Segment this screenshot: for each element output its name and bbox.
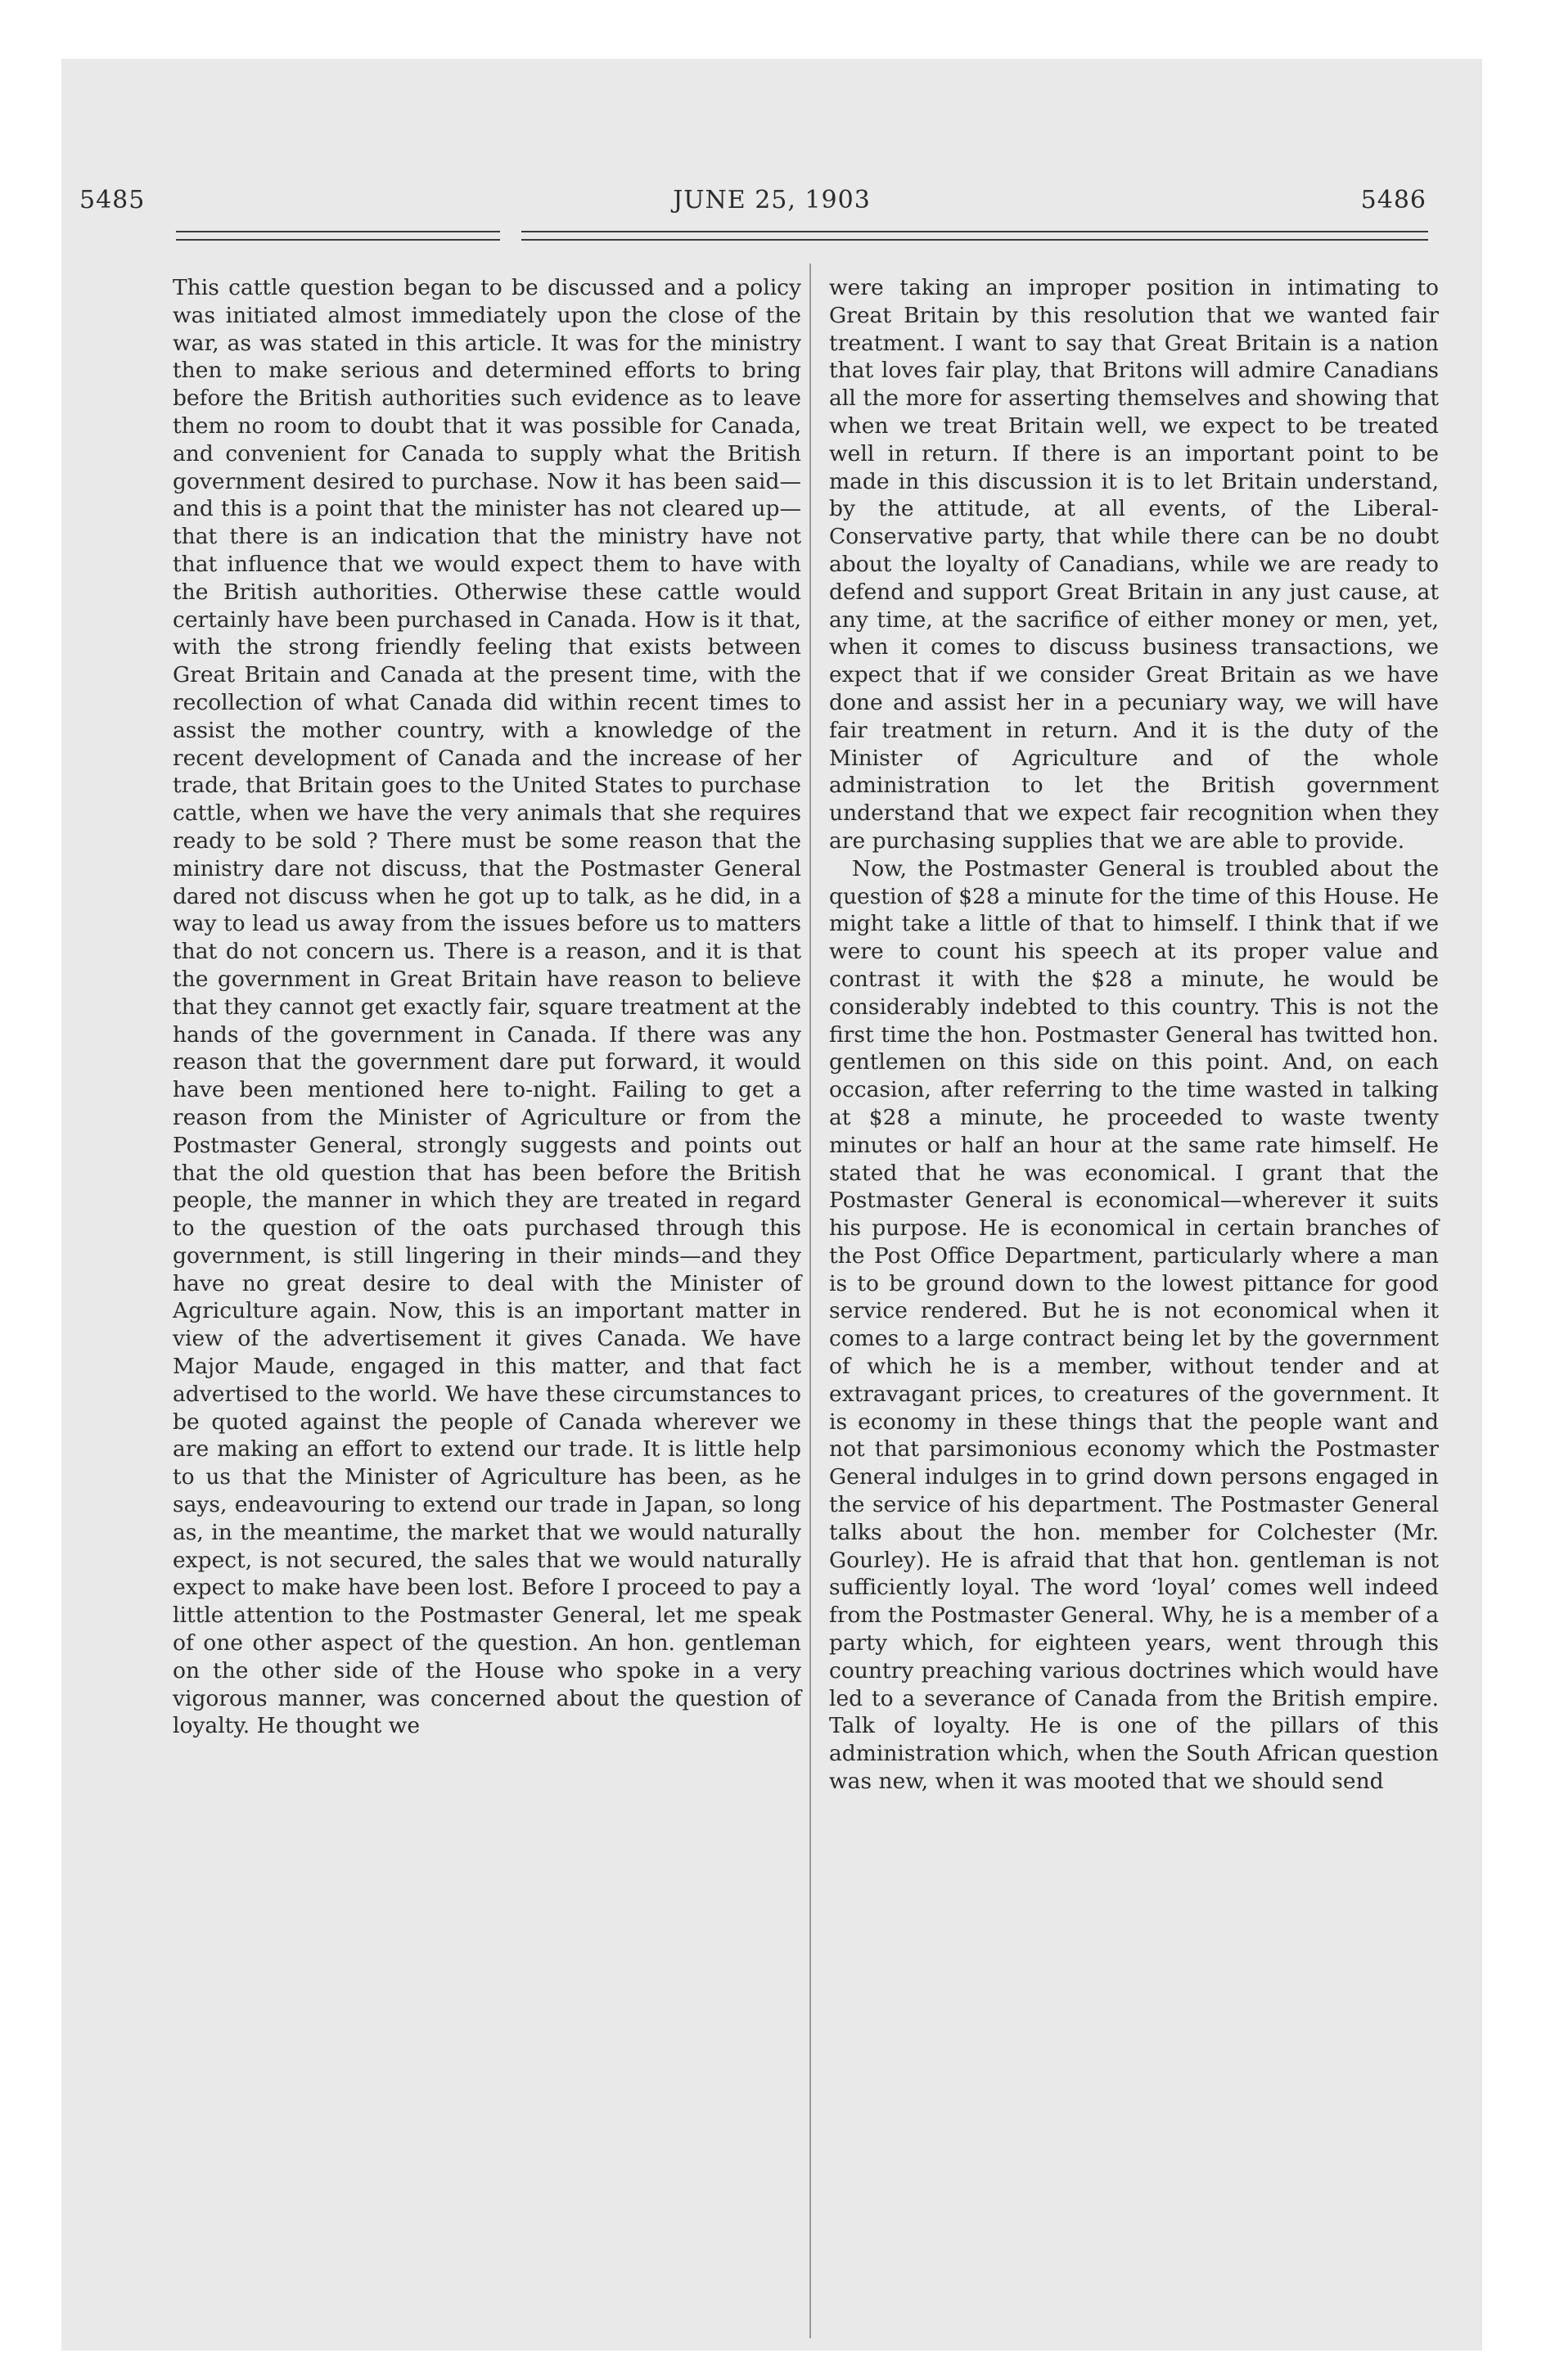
page-header (61, 186, 1482, 235)
right-column (829, 274, 1439, 1796)
header-rule-right (521, 231, 1428, 241)
right-paragraph-2: Now, the Postmaster General is troubled about the question of $28 a minute for the time of this House. He might take a little of that to himself. I think that if we were to count his speech at its proper value and contrast it with the $28 a minute, he would be considerably indebted to this country. This is not the first time the hon. Postmaster General has twitted hon. gentlemen on this side on this point. And, on each occasion, after referring to the time wasted in talking at $28 a minute, he proceeded to waste twenty minutes or half an hour at the same rate himself. He stated that he was economical. I grant that the Postmaster General is economical—wherever it suits his purpose. He is economical in certain branches of the Post Office Department, particularly where a man is to be ground down to the lowest pittance for good service rendered. But he is not economical when it comes to a large contract being let by the government of which he is a member, without tender and at extravagant prices, to creatures of the government. It is economy in these things that the people want and not that parsimonious economy which the Postmaster General indulges in to grind down persons engaged in the service of his department. The Postmaster General talks about the hon. member for Colchester (Mr. Gourley). He is afraid that that hon. gentleman is not sufficiently loyal. The word ‘loyal’ comes well indeed from the Postmaster General. Why, he is a member of a party which, for eighteen years, went through this country preaching various doctrines which would have led to a severance of Canada from the British empire. Talk of loyalty. He is one of the pillars of this administration which, when the South African question was new, when it was mooted that we should send (829, 855, 1439, 1795)
column-divider (809, 264, 811, 2338)
right-paragraph-1: were taking an improper position in intimating to Great Britain by this resolution that we wanted fair treatment. I want to say that Great Britain is a nation that loves fair play, that Britons will admire Canadians all the more for asserting themselves and showing that when we treat Britain well, we expect to be treated well in return. If there is an important point to be made in this discussion it is to let Britain understand, by the attitude, at all events, of the Liberal-Conservative party, that while there can be no doubt about the loyalty of Canadians, while we are ready to defend and support Great Britain in any just cause, at any time, at the sacrifice of either money or men, yet, when it comes to discuss business transactions, we expect that if we consider Great Britain as we have done and assist her in a pecuniary way, we will have fair treatment in return. And it is the duty of the Minister of Agriculture and of the whole administration to let the British government understand that we expect fair recognition when they are purchasing supplies that we are able to provide. (829, 275, 1439, 854)
left-paragraph-1: This cattle question began to be discussed and a policy was initiated almost immediately upon the close of the war, as was stated in this article. It was for the ministry then to make serious and determined efforts to bring before the British authorities such evidence as to leave them no room to doubt that it was possible for Canada, and convenient for Canada to supply what the British government desired to purchase. Now it has been said—and this is a point that the minister has not cleared up—that there is an indication that the ministry have not that influence that we would expect them to have with the British authorities. Otherwise these cattle would certainly have been purchased in Canada. How is it that, with the strong friendly feeling that exists between Great Britain and Canada at the present time, with the recollection of what Canada did within recent times to assist the mother country, with a knowledge of the recent development of Canada and the increase of her trade, that Britain goes to the United States to purchase cattle, when we have the very animals that she requires ready to be sold ? There must be some reason that the ministry dare not discuss, that the Postmaster General dared not discuss when he got up to talk, as he did, in a way to lead us away from the issues before us to matters that do not concern us. There is a reason, and it is that the government in Great Britain have reason to believe that they cannot get exactly fair, square treatment at the hands of the government in Canada. If there was any reason that the government dare put forward, it would have been mentioned here to-night. Failing to get a reason from the Minister of Agriculture or from the Postmaster General, strongly suggests and points out that the old question that has been before the British people, the manner in which they are treated in regard to the question of the oats purchased through this government, is still lingering in their minds—and they have no great desire to deal with the Minister of Agriculture again. Now, this is an important matter in view of the advertisement it gives Canada. We have Major Maude, engaged in this matter, and that fact advertised to the world. We have these circumstances to be quoted against the people of Canada wherever we are making an effort to extend our trade. It is little help to us that the Minister of Agriculture has been, as he says, endeavouring to extend our trade in Japan, so long as, in the meantime, the market that we would naturally expect, is not secured, the sales that we would naturally expect to make have been lost. Before I proceed to pay a little attention to the Postmaster General, let me speak of one other aspect of the question. An hon. gentleman on the other side of the House who spoke in a very vigorous manner, was concerned about the question of loyalty. He thought we (173, 275, 801, 1739)
left-page-number: 5485 (79, 186, 146, 214)
page-sheet (61, 59, 1482, 2351)
right-page-number: 5486 (1360, 186, 1427, 214)
left-column (173, 274, 801, 1740)
header-rule-left (176, 231, 500, 241)
page-date: JUNE 25, 1903 (673, 186, 871, 214)
